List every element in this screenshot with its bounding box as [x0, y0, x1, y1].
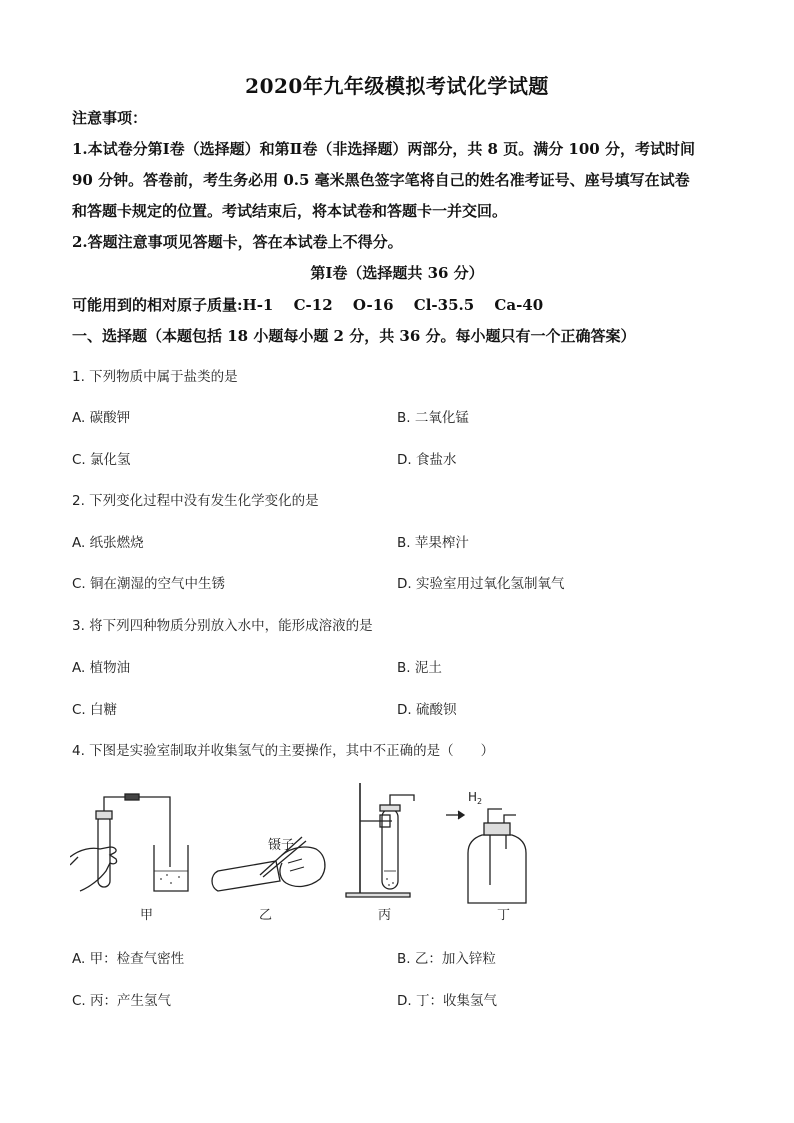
- exam-title: 2020年九年级模拟考试化学试题: [245, 74, 549, 98]
- option-a[interactable]: A. 纸张燃烧: [72, 535, 144, 551]
- question-stem: 1. 下列物质中属于盐类的是: [72, 369, 238, 385]
- apparatus-jia: [70, 794, 188, 891]
- question-stem: 2. 下列变化过程中没有发生化学变化的是: [72, 493, 319, 509]
- apparatus-bing: [346, 783, 414, 897]
- figure-label-yi: 乙: [259, 908, 273, 923]
- option-c[interactable]: C. 白糖: [72, 702, 118, 718]
- notice-line: 和答题卡规定的位置。考试结束后，将本试卷和答题卡一并交回。: [72, 202, 508, 220]
- apparatus-figure: [70, 775, 540, 925]
- notice-line: 2.答题注意事项见答题卡，答在本试卷上不得分。: [72, 233, 403, 251]
- option-c[interactable]: C. 铜在潮湿的空气中生锈: [72, 576, 226, 592]
- notice-line: 90 分钟。答卷前，考生务必用 0.5 毫米黑色签字笔将自己的姓名准考证号、座号填写在试卷: [72, 171, 690, 189]
- option-b[interactable]: B. 苹果榨汁: [397, 535, 469, 551]
- notice-heading: 注意事项：: [72, 109, 148, 127]
- atomic-mass-line: 可能用到的相对原子质量:H-1 C-12 O-16 Cl-35.5 Ca-40: [72, 296, 544, 314]
- option-d[interactable]: D. 丁：收集氢气: [397, 993, 497, 1009]
- notice-line: 1.本试卷分第Ⅰ卷（选择题）和第Ⅱ卷（非选择题）两部分，共 8 页。满分 100 分，考试时间: [72, 140, 695, 158]
- figure-label-ding: 丁: [497, 908, 511, 923]
- option-c[interactable]: C. 氯化氢: [72, 452, 131, 468]
- figure-label-bing: 丙: [378, 908, 392, 923]
- option-c[interactable]: C. 丙：产生氢气: [72, 993, 172, 1009]
- option-b[interactable]: B. 乙：加入锌粒: [397, 951, 496, 967]
- option-a[interactable]: A. 植物油: [72, 660, 131, 676]
- part-heading: 一、选择题（本题包括 18 小题每小题 2 分，共 36 分。每小题只有一个正确答案）: [72, 327, 636, 345]
- question-stem: 3. 将下列四种物质分别放入水中，能形成溶液的是: [72, 618, 373, 634]
- question-stem: 4. 下图是实验室制取并收集氢气的主要操作，其中不正确的是（ ）: [72, 743, 495, 759]
- option-d[interactable]: D. 食盐水: [397, 452, 457, 468]
- tweezers-label: 镊子: [268, 838, 295, 853]
- notice-block: [72, 103, 732, 258]
- h2-label: $H_2$: [468, 790, 483, 806]
- option-a[interactable]: A. 甲：检查气密性: [72, 951, 185, 967]
- option-b[interactable]: B. 泥土: [397, 660, 442, 676]
- figure-label-jia: 甲: [140, 908, 154, 923]
- option-a[interactable]: A. 碳酸钾: [72, 410, 131, 426]
- section-title: 第Ⅰ卷（选择题共 36 分）: [310, 264, 484, 282]
- option-d[interactable]: D. 硫酸钡: [397, 702, 457, 718]
- option-b[interactable]: B. 二氧化锰: [397, 410, 469, 426]
- option-d[interactable]: D. 实验室用过氧化氢制氧气: [397, 576, 565, 592]
- apparatus-ding: [446, 809, 526, 903]
